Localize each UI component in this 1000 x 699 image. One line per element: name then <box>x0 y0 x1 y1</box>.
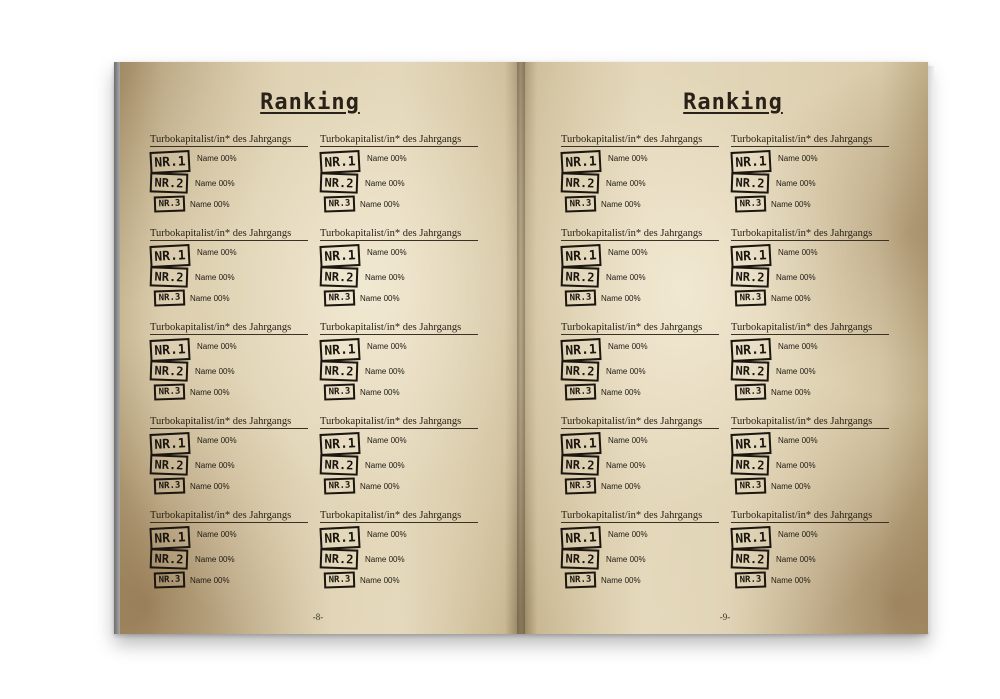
rank-row <box>561 340 648 360</box>
ranking-category-heading: Turbokapitalist/in* des Jahrgangs <box>731 322 889 335</box>
rank-row <box>320 476 400 496</box>
rank-stamp-badge: NR.2 <box>731 454 770 475</box>
rank-stamp-badge: NR.3 <box>154 477 186 494</box>
ranking-block <box>561 228 731 322</box>
rank-name-placeholder: Name 00% <box>776 366 816 376</box>
rank-name-placeholder: Name 00% <box>601 199 641 209</box>
ranking-category-heading: Turbokapitalist/in* des Jahrgangs <box>320 134 478 147</box>
rank-name-placeholder: Name 00% <box>778 153 818 163</box>
rank-stamp-badge: NR.1 <box>560 432 601 456</box>
rank-row <box>150 267 235 287</box>
rank-stamp-badge: NR.1 <box>319 150 360 174</box>
rank-stamp-badge: NR.3 <box>735 571 767 588</box>
rank-row <box>150 549 235 569</box>
ranking-grid <box>150 134 490 604</box>
ranking-block <box>731 322 901 416</box>
rank-name-placeholder: Name 00% <box>195 366 235 376</box>
rank-row <box>731 361 816 381</box>
rank-row <box>150 528 237 548</box>
ranking-block <box>150 416 320 510</box>
rank-row <box>731 173 816 193</box>
ranking-category-heading: Turbokapitalist/in* des Jahrgangs <box>150 228 308 241</box>
ranking-category-heading: Turbokapitalist/in* des Jahrgangs <box>561 510 719 523</box>
rank-name-placeholder: Name 00% <box>360 387 400 397</box>
ranking-grid <box>561 134 901 604</box>
rank-name-placeholder: Name 00% <box>606 366 646 376</box>
rank-name-placeholder: Name 00% <box>195 178 235 188</box>
rank-row <box>731 246 818 266</box>
ranking-category-heading: Turbokapitalist/in* des Jahrgangs <box>320 510 478 523</box>
rank-stamp-badge: NR.1 <box>730 526 771 550</box>
rank-name-placeholder: Name 00% <box>195 460 235 470</box>
rank-row <box>320 382 400 402</box>
rank-row <box>561 194 641 214</box>
rank-row <box>561 267 646 287</box>
rank-stamp-badge: NR.3 <box>154 571 186 588</box>
rank-stamp-badge: NR.3 <box>565 571 597 588</box>
rank-row <box>320 173 405 193</box>
ranking-category-heading: Turbokapitalist/in* des Jahrgangs <box>320 416 478 429</box>
rank-row <box>561 382 641 402</box>
ranking-category-heading: Turbokapitalist/in* des Jahrgangs <box>561 322 719 335</box>
rank-name-placeholder: Name 00% <box>190 575 230 585</box>
rank-name-placeholder: Name 00% <box>190 387 230 397</box>
rank-name-placeholder: Name 00% <box>608 247 648 257</box>
rank-stamp-badge: NR.3 <box>154 195 186 212</box>
page-number: -9- <box>719 612 731 622</box>
rank-name-placeholder: Name 00% <box>195 272 235 282</box>
rank-row <box>320 246 407 266</box>
rank-name-placeholder: Name 00% <box>367 153 407 163</box>
ranking-block <box>150 134 320 228</box>
rank-stamp-badge: NR.1 <box>560 244 601 268</box>
ranking-category-heading: Turbokapitalist/in* des Jahrgangs <box>150 416 308 429</box>
rank-row <box>320 361 405 381</box>
rank-stamp-badge: NR.3 <box>735 289 767 306</box>
rank-row <box>150 194 230 214</box>
ranking-category-heading: Turbokapitalist/in* des Jahrgangs <box>731 416 889 429</box>
rank-stamp-badge: NR.2 <box>561 266 600 287</box>
rank-stamp-badge: NR.3 <box>324 289 356 306</box>
rank-name-placeholder: Name 00% <box>776 178 816 188</box>
ranking-category-heading: Turbokapitalist/in* des Jahrgangs <box>731 134 889 147</box>
ranking-category-heading: Turbokapitalist/in* des Jahrgangs <box>150 322 308 335</box>
ranking-block <box>320 510 490 604</box>
ranking-category-heading: Turbokapitalist/in* des Jahrgangs <box>320 322 478 335</box>
rank-name-placeholder: Name 00% <box>606 460 646 470</box>
rank-name-placeholder: Name 00% <box>608 153 648 163</box>
rank-row <box>731 382 811 402</box>
rank-stamp-badge: NR.2 <box>731 548 770 569</box>
rank-row <box>320 528 407 548</box>
rank-row <box>320 455 405 475</box>
cover-edge <box>114 62 120 634</box>
rank-row <box>320 288 400 308</box>
rank-stamp-badge: NR.1 <box>149 526 190 550</box>
rank-stamp-badge: NR.3 <box>735 477 767 494</box>
rank-stamp-badge: NR.1 <box>319 432 360 456</box>
rank-stamp-badge: NR.2 <box>150 360 189 381</box>
rank-name-placeholder: Name 00% <box>606 178 646 188</box>
ranking-block <box>561 510 731 604</box>
rank-name-placeholder: Name 00% <box>365 460 405 470</box>
page-number: -8- <box>312 612 324 622</box>
rank-name-placeholder: Name 00% <box>197 529 237 539</box>
rank-name-placeholder: Name 00% <box>776 272 816 282</box>
rank-name-placeholder: Name 00% <box>367 529 407 539</box>
rank-row <box>731 288 811 308</box>
ranking-block <box>561 416 731 510</box>
rank-row <box>320 267 405 287</box>
rank-row <box>320 152 407 172</box>
page-edge <box>928 66 934 632</box>
rank-stamp-badge: NR.2 <box>320 266 359 287</box>
ranking-block <box>150 322 320 416</box>
rank-name-placeholder: Name 00% <box>190 199 230 209</box>
rank-stamp-badge: NR.1 <box>560 150 601 174</box>
ranking-block <box>320 322 490 416</box>
rank-stamp-badge: NR.2 <box>731 360 770 381</box>
rank-name-placeholder: Name 00% <box>608 435 648 445</box>
ranking-category-heading: Turbokapitalist/in* des Jahrgangs <box>561 416 719 429</box>
right-page <box>521 62 928 634</box>
rank-stamp-badge: NR.2 <box>150 172 189 193</box>
rank-row <box>320 549 405 569</box>
rank-stamp-badge: NR.2 <box>320 360 359 381</box>
ranking-category-heading: Turbokapitalist/in* des Jahrgangs <box>561 134 719 147</box>
rank-name-placeholder: Name 00% <box>771 481 811 491</box>
rank-name-placeholder: Name 00% <box>608 529 648 539</box>
ranking-category-heading: Turbokapitalist/in* des Jahrgangs <box>731 510 889 523</box>
rank-stamp-badge: NR.2 <box>320 172 359 193</box>
rank-row <box>150 152 237 172</box>
rank-stamp-badge: NR.3 <box>324 571 356 588</box>
rank-name-placeholder: Name 00% <box>771 199 811 209</box>
rank-row <box>150 361 235 381</box>
ranking-block <box>150 510 320 604</box>
rank-stamp-badge: NR.1 <box>149 150 190 174</box>
rank-row <box>561 476 641 496</box>
rank-stamp-badge: NR.3 <box>324 383 356 400</box>
ranking-block <box>731 134 901 228</box>
rank-name-placeholder: Name 00% <box>778 529 818 539</box>
rank-stamp-badge: NR.1 <box>730 150 771 174</box>
rank-stamp-badge: NR.2 <box>320 548 359 569</box>
ranking-block <box>561 134 731 228</box>
rank-stamp-badge: NR.2 <box>731 172 770 193</box>
book-gutter <box>517 62 525 634</box>
rank-name-placeholder: Name 00% <box>601 481 641 491</box>
rank-row <box>731 528 818 548</box>
ranking-category-heading: Turbokapitalist/in* des Jahrgangs <box>561 228 719 241</box>
rank-stamp-badge: NR.3 <box>324 195 356 212</box>
rank-row <box>561 455 646 475</box>
rank-row <box>561 361 646 381</box>
rank-stamp-badge: NR.1 <box>730 432 771 456</box>
rank-row <box>561 549 646 569</box>
rank-row <box>320 194 400 214</box>
rank-stamp-badge: NR.1 <box>730 244 771 268</box>
rank-name-placeholder: Name 00% <box>197 247 237 257</box>
ranking-block <box>731 510 901 604</box>
left-page <box>114 62 521 634</box>
rank-row <box>561 570 641 590</box>
rank-stamp-badge: NR.2 <box>150 548 189 569</box>
ranking-block <box>320 228 490 322</box>
rank-row <box>731 476 811 496</box>
rank-name-placeholder: Name 00% <box>606 272 646 282</box>
rank-row <box>320 340 407 360</box>
rank-stamp-badge: NR.3 <box>565 289 597 306</box>
rank-row <box>150 246 237 266</box>
rank-name-placeholder: Name 00% <box>190 481 230 491</box>
rank-stamp-badge: NR.2 <box>731 266 770 287</box>
rank-row <box>731 340 818 360</box>
rank-name-placeholder: Name 00% <box>360 481 400 491</box>
rank-row <box>150 288 230 308</box>
rank-row <box>561 173 646 193</box>
rank-name-placeholder: Name 00% <box>367 341 407 351</box>
rank-row <box>561 434 648 454</box>
rank-row <box>150 570 230 590</box>
rank-name-placeholder: Name 00% <box>771 575 811 585</box>
rank-stamp-badge: NR.1 <box>149 432 190 456</box>
rank-stamp-badge: NR.3 <box>565 383 597 400</box>
rank-name-placeholder: Name 00% <box>778 435 818 445</box>
rank-stamp-badge: NR.2 <box>561 172 600 193</box>
ranking-category-heading: Turbokapitalist/in* des Jahrgangs <box>731 228 889 241</box>
rank-stamp-badge: NR.2 <box>561 360 600 381</box>
rank-name-placeholder: Name 00% <box>197 341 237 351</box>
rank-row <box>561 528 648 548</box>
rank-name-placeholder: Name 00% <box>367 435 407 445</box>
rank-stamp-badge: NR.2 <box>561 454 600 475</box>
rank-stamp-badge: NR.2 <box>150 454 189 475</box>
rank-row <box>561 246 648 266</box>
rank-stamp-badge: NR.1 <box>730 338 771 362</box>
rank-row <box>150 340 237 360</box>
rank-stamp-badge: NR.3 <box>154 289 186 306</box>
rank-name-placeholder: Name 00% <box>190 293 230 303</box>
rank-row <box>150 455 235 475</box>
rank-stamp-badge: NR.3 <box>154 383 186 400</box>
rank-name-placeholder: Name 00% <box>360 199 400 209</box>
rank-stamp-badge: NR.1 <box>149 338 190 362</box>
rank-row <box>150 434 237 454</box>
ranking-category-heading: Turbokapitalist/in* des Jahrgangs <box>150 134 308 147</box>
rank-name-placeholder: Name 00% <box>365 366 405 376</box>
rank-row <box>731 434 818 454</box>
rank-row <box>561 288 641 308</box>
rank-row <box>731 570 811 590</box>
rank-row <box>731 455 816 475</box>
rank-name-placeholder: Name 00% <box>365 272 405 282</box>
rank-stamp-badge: NR.3 <box>565 477 597 494</box>
rank-name-placeholder: Name 00% <box>601 387 641 397</box>
rank-name-placeholder: Name 00% <box>601 293 641 303</box>
rank-name-placeholder: Name 00% <box>365 178 405 188</box>
rank-name-placeholder: Name 00% <box>776 460 816 470</box>
rank-name-placeholder: Name 00% <box>778 247 818 257</box>
rank-stamp-badge: NR.3 <box>565 195 597 212</box>
rank-name-placeholder: Name 00% <box>778 341 818 351</box>
open-booklet <box>114 62 928 634</box>
ranking-block <box>731 416 901 510</box>
rank-stamp-badge: NR.1 <box>319 526 360 550</box>
rank-row <box>320 570 400 590</box>
rank-name-placeholder: Name 00% <box>771 387 811 397</box>
ranking-block <box>320 416 490 510</box>
rank-stamp-badge: NR.3 <box>735 383 767 400</box>
rank-row <box>731 267 816 287</box>
rank-row <box>150 476 230 496</box>
rank-name-placeholder: Name 00% <box>606 554 646 564</box>
rank-name-placeholder: Name 00% <box>367 247 407 257</box>
rank-row <box>731 194 811 214</box>
rank-name-placeholder: Name 00% <box>360 575 400 585</box>
rank-stamp-badge: NR.2 <box>320 454 359 475</box>
rank-stamp-badge: NR.1 <box>560 526 601 550</box>
page-title: Ranking <box>260 90 360 115</box>
rank-name-placeholder: Name 00% <box>601 575 641 585</box>
rank-name-placeholder: Name 00% <box>360 293 400 303</box>
rank-stamp-badge: NR.2 <box>561 548 600 569</box>
rank-name-placeholder: Name 00% <box>776 554 816 564</box>
rank-name-placeholder: Name 00% <box>771 293 811 303</box>
rank-row <box>320 434 407 454</box>
rank-row <box>731 549 816 569</box>
rank-row <box>561 152 648 172</box>
rank-row <box>150 382 230 402</box>
ranking-block <box>320 134 490 228</box>
rank-stamp-badge: NR.1 <box>319 244 360 268</box>
rank-stamp-badge: NR.3 <box>735 195 767 212</box>
rank-stamp-badge: NR.1 <box>149 244 190 268</box>
rank-stamp-badge: NR.2 <box>150 266 189 287</box>
rank-name-placeholder: Name 00% <box>195 554 235 564</box>
rank-name-placeholder: Name 00% <box>608 341 648 351</box>
rank-name-placeholder: Name 00% <box>197 153 237 163</box>
rank-row <box>150 173 235 193</box>
rank-row <box>731 152 818 172</box>
rank-name-placeholder: Name 00% <box>197 435 237 445</box>
ranking-block <box>150 228 320 322</box>
ranking-category-heading: Turbokapitalist/in* des Jahrgangs <box>150 510 308 523</box>
page-title: Ranking <box>683 90 783 115</box>
rank-name-placeholder: Name 00% <box>365 554 405 564</box>
ranking-block <box>561 322 731 416</box>
rank-stamp-badge: NR.1 <box>560 338 601 362</box>
ranking-category-heading: Turbokapitalist/in* des Jahrgangs <box>320 228 478 241</box>
ranking-block <box>731 228 901 322</box>
rank-stamp-badge: NR.3 <box>324 477 356 494</box>
rank-stamp-badge: NR.1 <box>319 338 360 362</box>
